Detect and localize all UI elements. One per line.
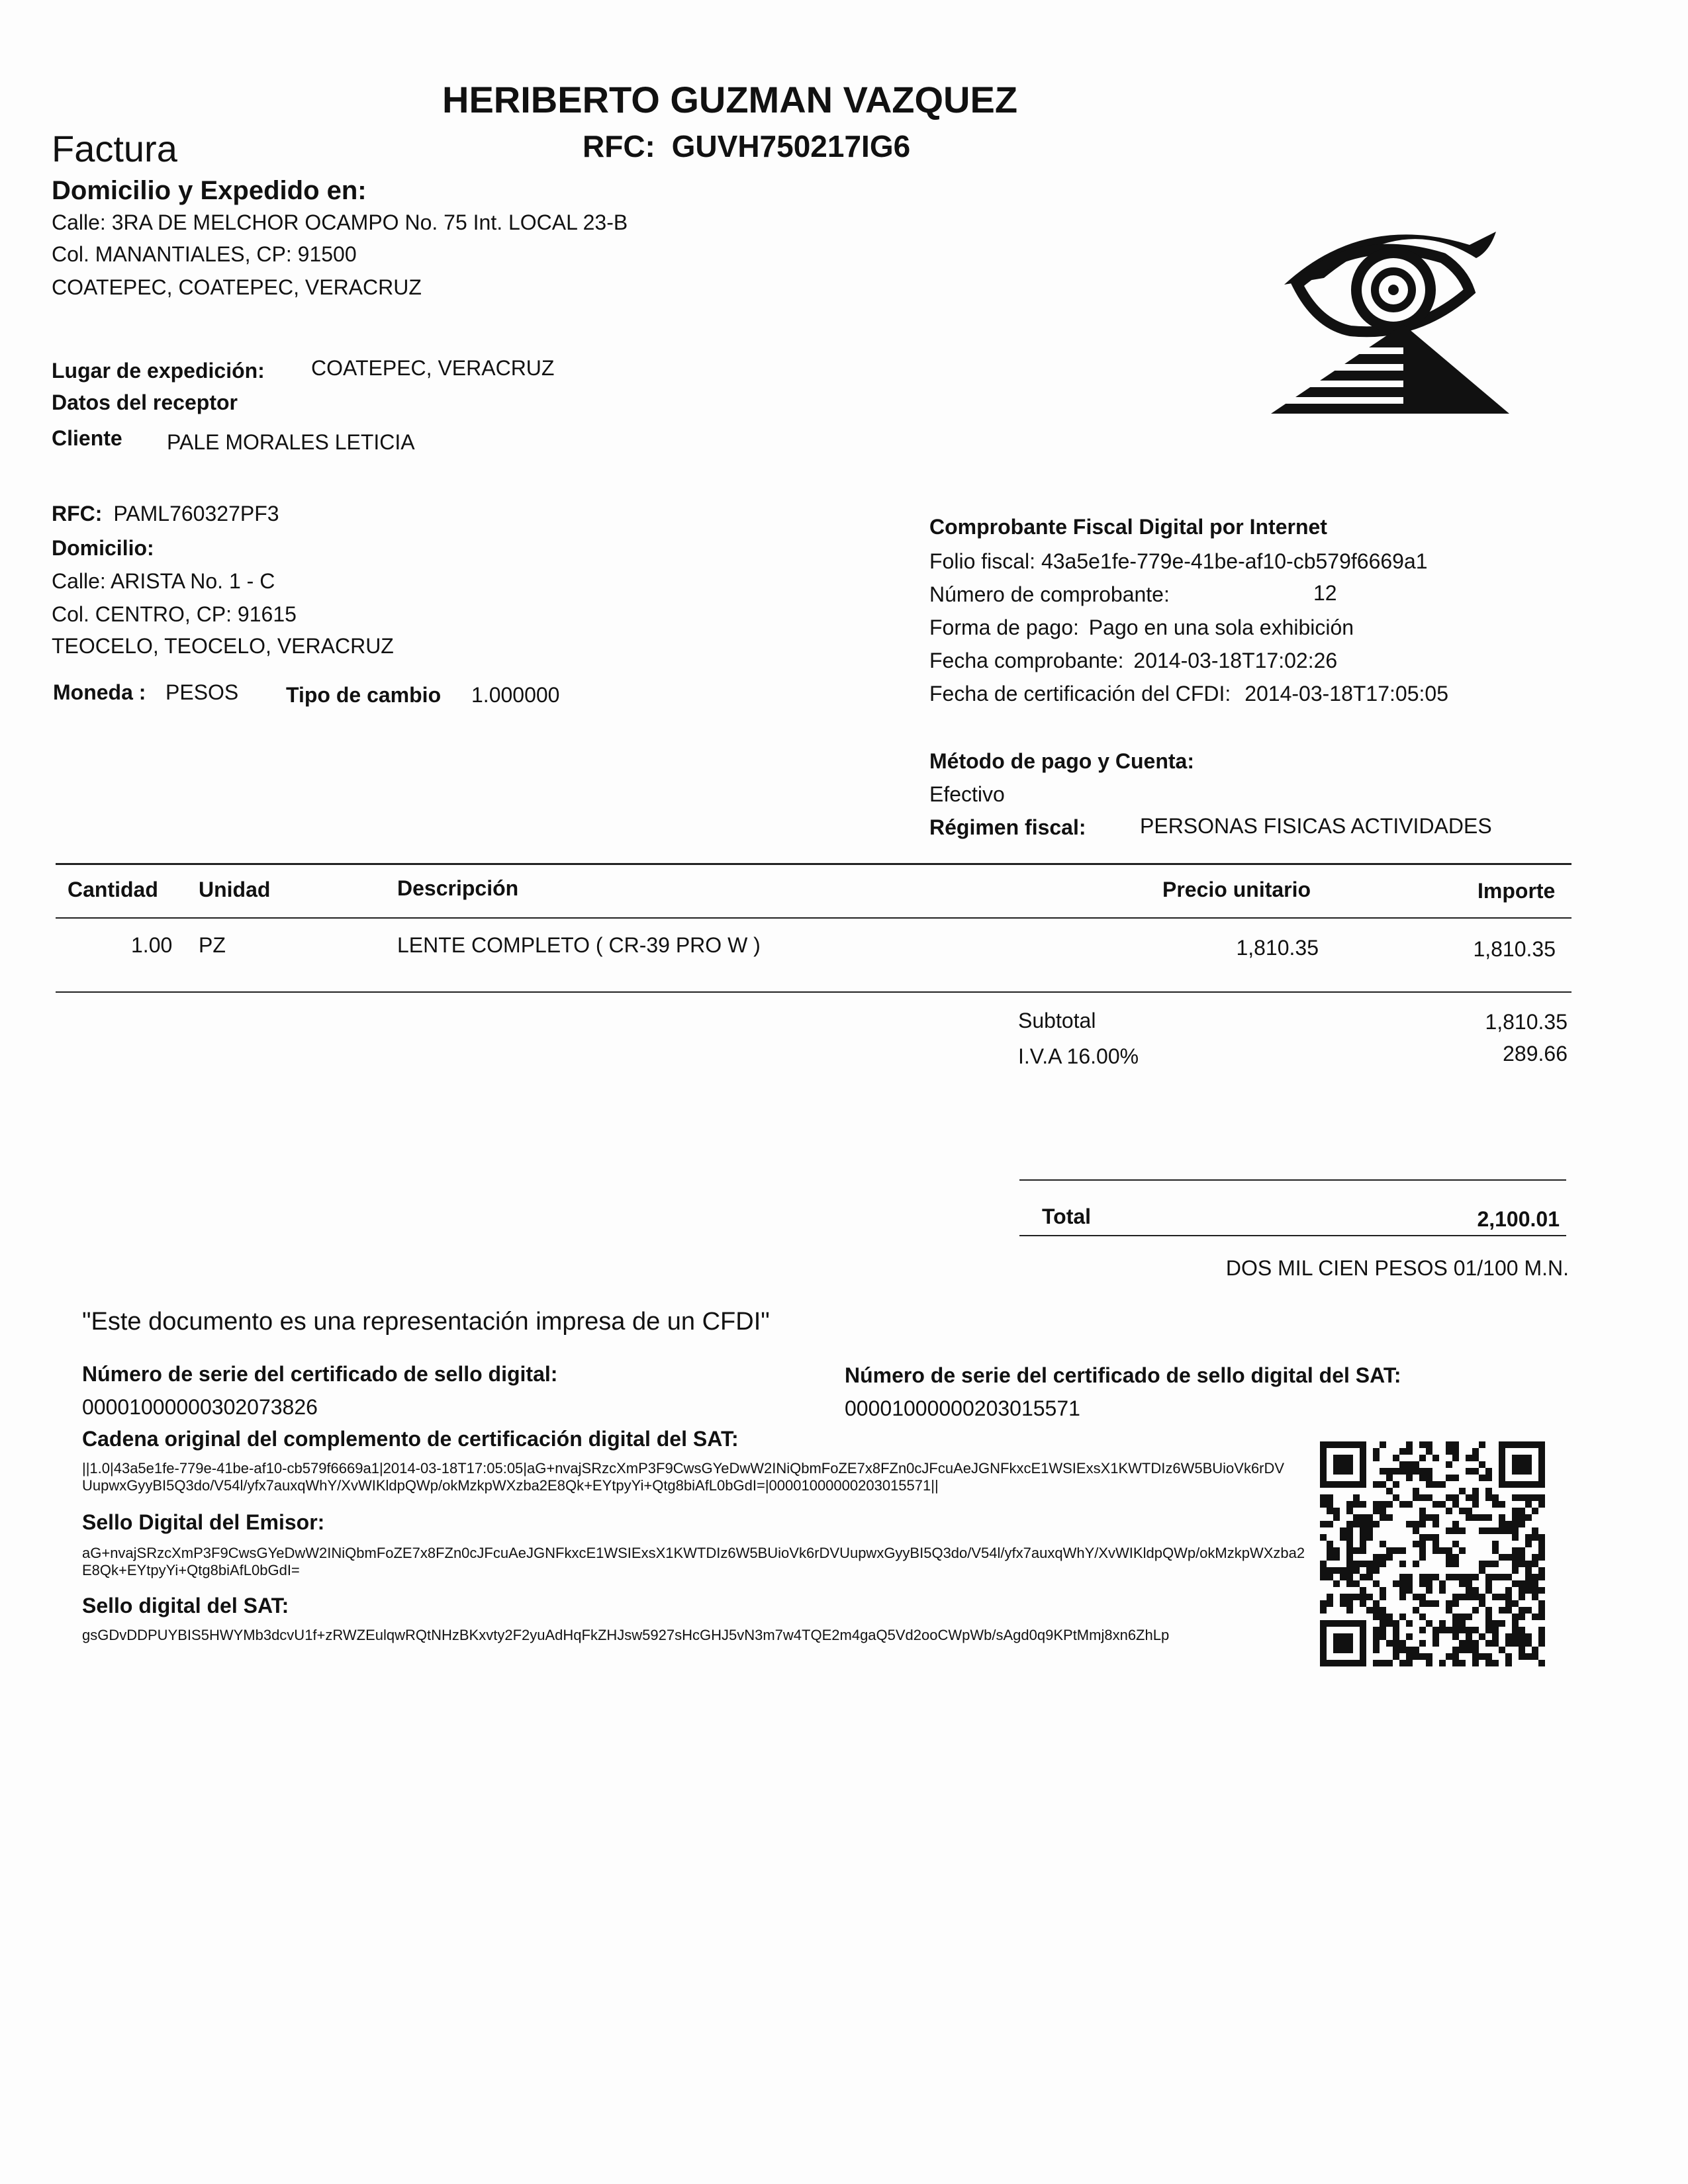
client-label: Cliente xyxy=(52,426,122,450)
receipt-number-label: Número de comprobante: xyxy=(929,582,1170,606)
row-unit: PZ xyxy=(199,933,226,957)
fiscal-regime-value: PERSONAS FISICAS ACTIVIDADES xyxy=(1140,814,1492,838)
folio-fiscal xyxy=(929,549,1428,574)
currency-value: PESOS xyxy=(165,680,239,704)
eye-pyramid-logo-icon xyxy=(1271,205,1516,424)
iva-value: 289.66 xyxy=(1503,1042,1568,1066)
receiver-address-label: Domicilio: xyxy=(52,536,154,560)
col-header-amount: Importe xyxy=(1477,879,1556,903)
folio-fiscal-value: 43a5e1fe-779e-41be-af10-cb579f6669a1 xyxy=(1041,549,1428,573)
cert-serial-label: Número de serie del certificado de sello digital: xyxy=(82,1362,558,1386)
col-header-qty: Cantidad xyxy=(68,878,158,901)
original-chain-value: ||1.0|43a5e1fe-779e-41be-af10-cb579f6669a1|2014-03-18T17:05:05|aG+nvajSRzcXmP3F9CwsGYeDwW2INiQbmFoZE7x8FZn0cJFcuAeJGNFkxcE1WSIExsX1KWTDIz6W5BUioVk6rDVUupwxGyyBI5Q3do/V54l/yfx7auxqWhY/XvWIKldpQWp/okMzkpWXzba2E8Qk+EYtpyYi+Qtg8biAfL0bGdI=|00001000000203015571|| xyxy=(82,1460,1285,1494)
table-top-rule xyxy=(56,863,1571,865)
certification-date-value: 2014-03-18T17:05:05 xyxy=(1244,682,1448,705)
fiscal-regime-label: Régimen fiscal: xyxy=(929,815,1086,839)
total-value: 2,100.01 xyxy=(1477,1207,1560,1231)
receipt-date-value: 2014-03-18T17:02:26 xyxy=(1133,649,1338,672)
place-label: Lugar de expedición: xyxy=(52,359,265,383)
row-desc: LENTE COMPLETO ( CR-39 PRO W ) xyxy=(397,933,761,957)
issuer-name: HERIBERTO GUZMAN VAZQUEZ xyxy=(442,79,1018,120)
row-amount: 1,810.35 xyxy=(1473,937,1556,961)
cert-serial-value: 00001000000302073826 xyxy=(82,1395,318,1419)
receiver-address-line3: TEOCELO, TEOCELO, VERACRUZ xyxy=(52,634,394,658)
issuer-address-line2: Col. MANANTIALES, CP: 91500 xyxy=(52,242,357,266)
receiver-address-line2: Col. CENTRO, CP: 91615 xyxy=(52,602,297,626)
receipt-date xyxy=(929,649,1337,673)
payment-form-label: Forma de pago: xyxy=(929,615,1079,639)
row-price: 1,810.35 xyxy=(1236,936,1319,960)
issuer-address-title: Domicilio y Expedido en: xyxy=(52,176,367,205)
total-label: Total xyxy=(1042,1205,1092,1228)
folio-fiscal-label: Folio fiscal: xyxy=(929,549,1036,573)
exchange-rate-label: Tipo de cambio xyxy=(286,683,442,707)
sat-seal-value: gsGDvDDPUYBIS5HWYMb3dcvU1f+zRWZEulqwRQtNHzBKxvty2F2yuAdHqFkZHJsw5927sHcGHJ5vN3m7w4TQE2m4gaQ5Vd2ooCWpWb/sAgd0q9KPtMmj8xn6ZhLp xyxy=(82,1627,1170,1643)
issuer-rfc-value: GUVH750217IG6 xyxy=(671,129,911,163)
document-type: Factura xyxy=(52,128,177,169)
totals-rule xyxy=(1019,1179,1566,1181)
issuer-address-line3: COATEPEC, COATEPEC, VERACRUZ xyxy=(52,275,422,299)
table-bottom-rule xyxy=(56,991,1571,993)
payment-form-value: Pago en una sola exhibición xyxy=(1088,615,1354,639)
receiver-rfc-label: RFC: xyxy=(52,502,103,525)
total-rule xyxy=(1019,1235,1566,1236)
receiver-rfc-value: PAML760327PF3 xyxy=(113,502,279,525)
sat-cert-serial-label: Número de serie del certificado de sello digital del SAT: xyxy=(845,1363,1401,1387)
amount-in-words: DOS MIL CIEN PESOS 01/100 M.N. xyxy=(1225,1256,1569,1280)
issuer-rfc-label: RFC: xyxy=(583,129,655,163)
iva-label: I.V.A 16.00% xyxy=(1018,1044,1139,1068)
payment-form xyxy=(929,615,1354,640)
certification-date-label: Fecha de certificación del CFDI: xyxy=(929,682,1231,705)
emitter-seal-value: aG+nvajSRzcXmP3F9CwsGYeDwW2INiQbmFoZE7x8FZn0cJFcuAeJGNFkxcE1WSIExsX1KWTDIz6W5BUioVk6rDVUupwxGyyBI5Q3do/V54l/yfx7auxqWhY/XvWIKldpQWp/okMzkpWXzba2E8Qk+EYtpyYi+Qtg8biAfL0bGdI= xyxy=(82,1545,1305,1578)
receiver-title: Datos del receptor xyxy=(52,390,238,414)
receipt-number-value: 12 xyxy=(1313,581,1337,605)
original-chain-label: Cadena original del complemento de certificación digital del SAT: xyxy=(82,1427,739,1451)
sat-cert-serial-value: 00001000000203015571 xyxy=(845,1396,1080,1420)
client-value: PALE MORALES LETICIA xyxy=(167,430,415,454)
emitter-seal-label: Sello Digital del Emisor: xyxy=(82,1510,325,1534)
issuer-rfc xyxy=(583,128,910,164)
receiver-rfc xyxy=(52,502,279,526)
subtotal-label: Subtotal xyxy=(1018,1009,1096,1032)
certification-date xyxy=(929,682,1448,706)
receipt-date-label: Fecha comprobante: xyxy=(929,649,1124,672)
cfdi-legend: "Este documento es una representación impresa de un CFDI" xyxy=(82,1308,770,1336)
exchange-rate-value: 1.000000 xyxy=(471,683,560,707)
subtotal-value: 1,810.35 xyxy=(1485,1010,1568,1034)
sat-seal-label: Sello digital del SAT: xyxy=(82,1594,289,1617)
payment-method-value: Efectivo xyxy=(929,782,1005,806)
qr-code-icon xyxy=(1320,1441,1545,1666)
issuer-address-line1: Calle: 3RA DE MELCHOR OCAMPO No. 75 Int. LOCAL 23-B xyxy=(52,210,628,234)
cfdi-title: Comprobante Fiscal Digital por Internet xyxy=(929,515,1327,539)
col-header-desc: Descripción xyxy=(397,876,519,900)
table-header-rule xyxy=(56,917,1571,919)
currency-label: Moneda : xyxy=(53,680,146,704)
col-header-price: Precio unitario xyxy=(1162,878,1311,901)
col-header-unit: Unidad xyxy=(199,878,271,901)
receiver-address-line1: Calle: ARISTA No. 1 - C xyxy=(52,569,275,593)
payment-method-label: Método de pago y Cuenta: xyxy=(929,749,1194,773)
place-value: COATEPEC, VERACRUZ xyxy=(311,356,555,380)
row-qty: 1.00 xyxy=(131,933,173,957)
